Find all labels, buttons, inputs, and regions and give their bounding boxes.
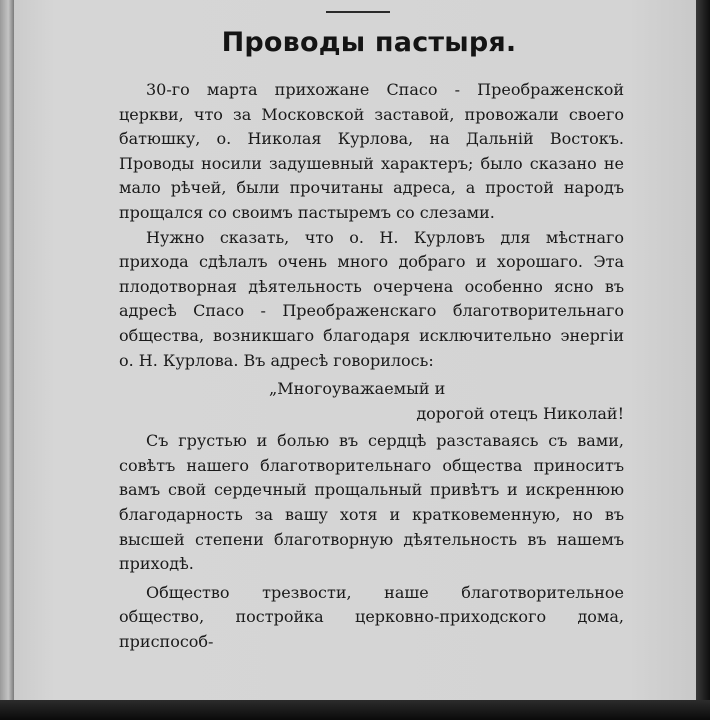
address-salutation [119, 377, 624, 427]
salutation-line-1: „Многоуважаемый и [269, 379, 446, 399]
salutation-line-2: дорогой отецъ Николай! [416, 404, 624, 424]
article-title: Проводы пастыря. [221, 27, 517, 58]
paragraph-3: Съ грустью и болью въ сердцѣ разставаясь съ вами, совѣтъ нашего благотворительнаго общества приноситъ вамъ свой сердечный прощальный привѣтъ и искреннюю благодарность за вашу хотя и кратковеменную, но въ высшей степени благотворную дѣятельность въ нашемъ приходѣ. [119, 431, 624, 574]
book-spine-shadow [696, 0, 710, 720]
top-separator-rule [326, 11, 390, 13]
article-body [119, 78, 624, 654]
page-bottom-shadow [0, 700, 710, 720]
adjacent-page-edge [0, 0, 14, 700]
paragraph-1: 30-го марта прихожане Спасо - Преображенской церкви, что за Московской заставой, провожали своего батюшку, о. Николая Курлова, на Дальній Востокъ. Проводы носили задушевный характеръ; было сказано не мало рѣчей, были прочитаны адреса, а простой народъ прощался со своимъ пастыремъ со слезами. [119, 80, 624, 222]
paragraph-2: Нужно сказать, что о. Н. Курловъ для мѣстнаго прихода сдѣлалъ очень много добраго и хорошаго. Эта плодотворная дѣятельность очерчена особенно ясно въ адресѣ Спасо - Преображенскаго благотворительнаго общества, возникшаго благодаря исключительно энергіи о. Н. Курлова. Въ адресѣ говорилось: [119, 227, 624, 370]
paragraph-4: Общество трезвости, наше благотворительное общество, постройка церковно-приходского дома, приспособ- [119, 582, 624, 651]
